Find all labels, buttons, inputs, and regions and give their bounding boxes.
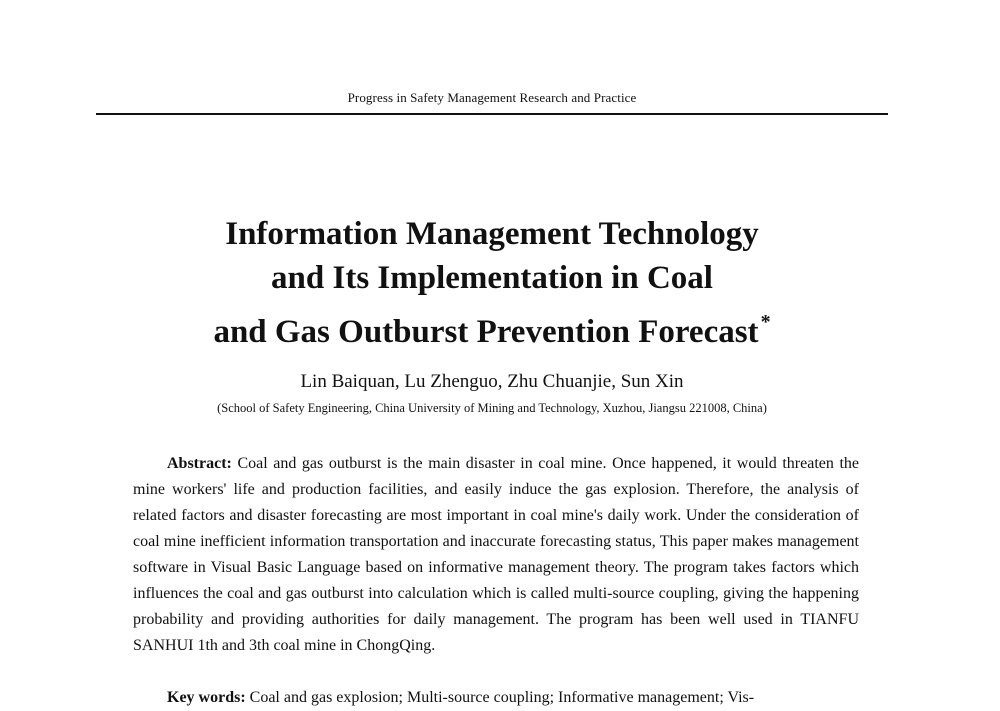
keywords-text: Coal and gas explosion; Multi-source coupling; Informative management; Vis- [249, 689, 755, 706]
abstract-label: Abstract: [167, 455, 232, 472]
running-head: Progress in Safety Management Research and Practice [347, 90, 637, 105]
footnote-marker: * [760, 311, 771, 333]
affiliation: (School of Safety Engineering, China University of Mining and Technology, Xuzhou, Jiangsu 221008, China) [217, 401, 767, 415]
abstract-text: Coal and gas outburst is the main disaster in coal mine. Once happened, it would threaten the mine workers' life and production facilities, and easily induce the gas explosion. Therefore, the analysis of related factors and disaster forecasting are most important in coal mine's daily work. Under the consideration of coal mine inefficient information transportation and inaccurate forecasting status, This paper makes management software in Visual Basic Language based on informative management theory. The program takes factors which influences the coal and gas outburst into calculation which is called multi-source coupling, giving the happening probability and providing authorities for daily management. The program has been well used in TIANFU SANHUI 1th and 3th coal mine in ChongQing. [133, 455, 859, 654]
author-list: Lin Baiquan, Lu Zhenguo, Zhu Chuanjie, Sun Xin [300, 371, 684, 392]
keywords-label: Key words: [167, 689, 246, 706]
title-line-3-text: and Gas Outburst Prevention Forecast [213, 314, 759, 350]
title-line-2: and Its Implementation in Coal [271, 260, 713, 296]
paper-title [96, 212, 888, 354]
title-line-1: Information Management Technology [225, 216, 759, 252]
keywords [133, 685, 859, 711]
abstract [133, 451, 859, 659]
header-rule [96, 113, 888, 115]
title-line-3 [96, 300, 888, 354]
